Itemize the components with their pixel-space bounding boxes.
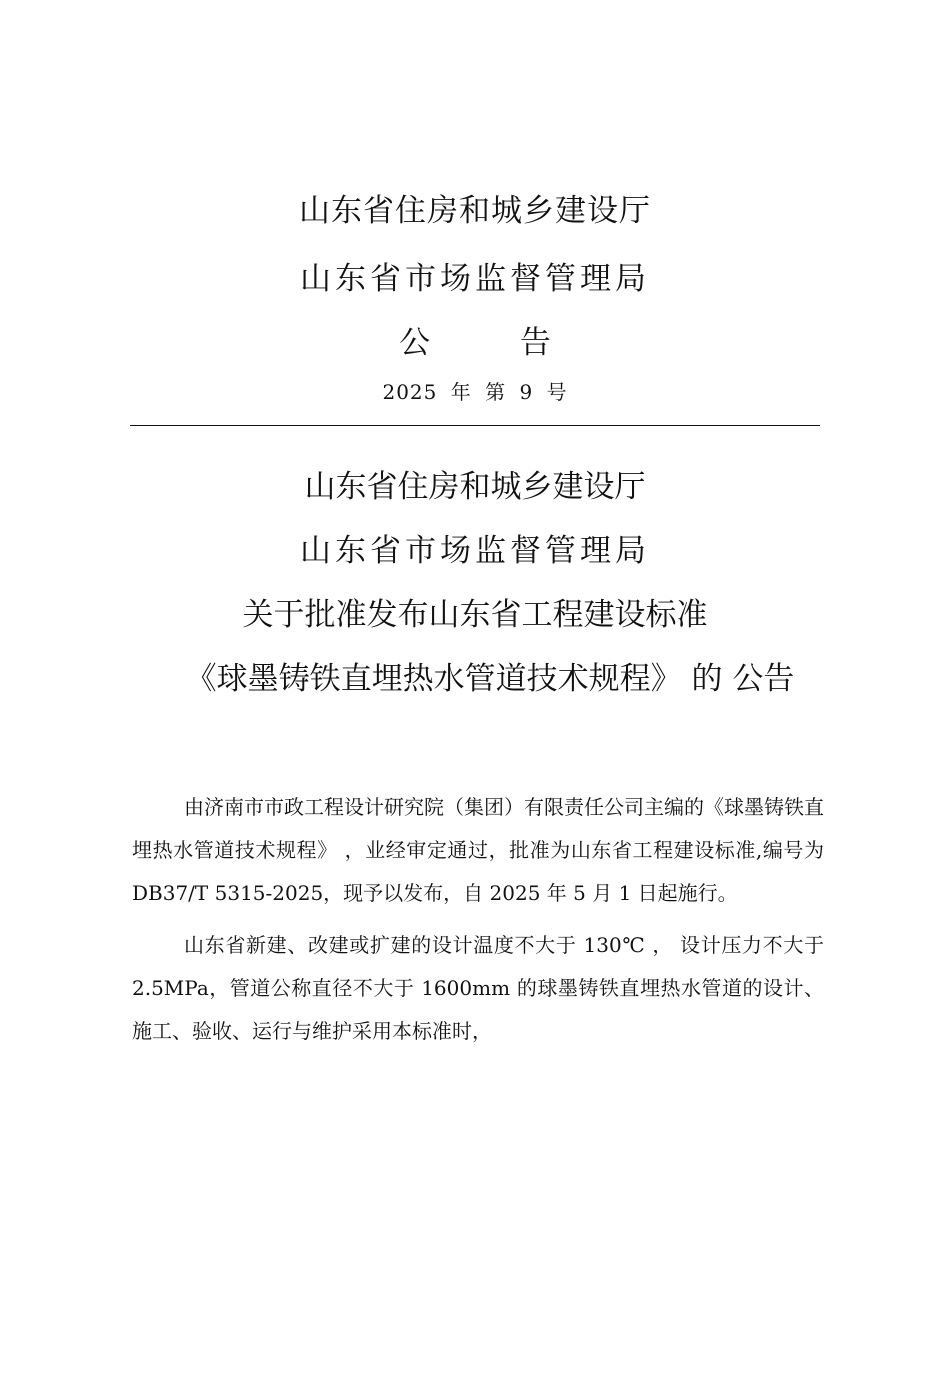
header-divider: [130, 425, 820, 426]
announcement-title: [0, 468, 950, 724]
announcement-header: [0, 192, 950, 404]
announcement-body: [132, 786, 824, 1062]
issuer-market-regulation-bureau: 山东省市场监督管理局: [300, 261, 650, 297]
document-number: 2025 年 第 9 号: [382, 380, 568, 404]
document-type-label: 公 告: [399, 325, 591, 361]
title-line-issuer-2: 山东省市场监督管理局: [300, 533, 650, 569]
body-paragraph-approval: 由济南市市政工程设计研究院（集团）有限责任公司主编的《球墨铸铁直埋热水管道技术规程》 ，业经审定通过，批准为山东省工程建设标准,编号为 DB37/T 5315-2025，现予以发布，自 2025 年 5 月 1 日起施行。: [132, 795, 824, 905]
issuer-housing-department: 山东省住房和城乡建设厅: [299, 193, 651, 229]
title-line-standard-name: 《球墨铸铁直埋热水管道技术规程》 的 公告: [185, 661, 795, 697]
title-line-issuer-1: 山东省住房和城乡建设厅: [304, 469, 646, 505]
title-line-subject: 关于批准发布山东省工程建设标准: [242, 597, 708, 633]
body-paragraph-scope: 山东省新建、改建或扩建的设计温度不大于 130℃ ， 设计压力不大于 2.5MPa，管道公称直径不大于 1600mm 的球墨铸铁直埋热水管道的设计、施工、验收、运行与维护采用本标准时，: [132, 933, 824, 1043]
